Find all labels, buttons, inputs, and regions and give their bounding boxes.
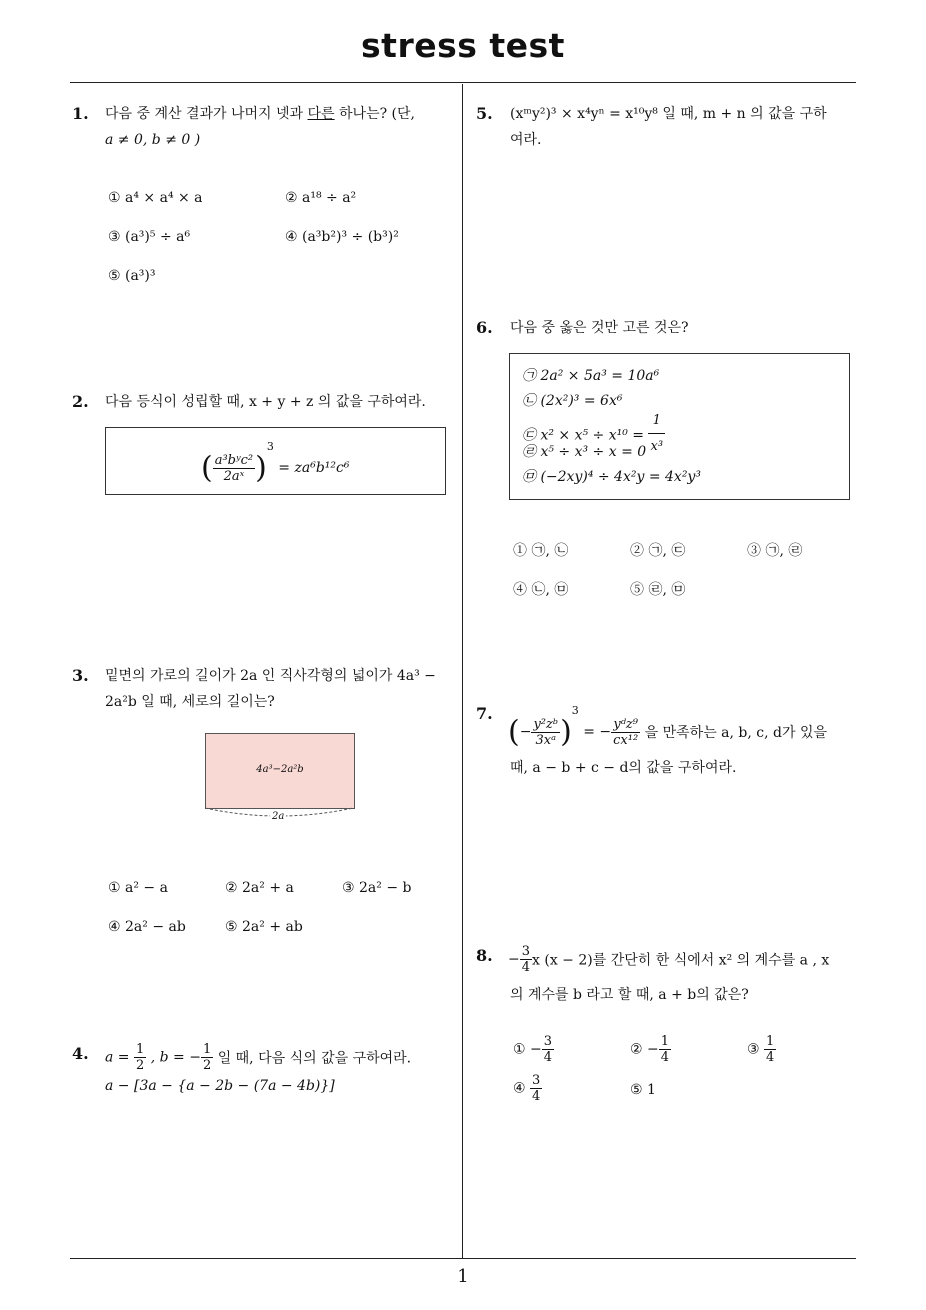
option-2[interactable]: ② 2a² + a	[225, 880, 294, 896]
page-number: 1	[457, 1266, 469, 1287]
question-number: 2.	[72, 392, 89, 411]
option-5[interactable]: ⑤ (a³)³	[108, 268, 156, 284]
question-number: 6.	[476, 318, 493, 337]
question-5-text: (xᵐy²)³ × x⁴yⁿ = x¹⁰y⁸ 일 때, m + n 의 값을 구하 여라.	[510, 106, 827, 148]
equation: ( $\frac{\text{a³bʸc²}}{\text{2aˣ}}$ )$^3$ = za⁶b¹²c⁶	[201, 440, 350, 486]
fraction-half: $\frac{1}{2}$	[202, 1042, 212, 1073]
question-number: 3.	[72, 666, 89, 685]
question-number: 1.	[72, 104, 89, 123]
statements-box	[509, 353, 850, 500]
statement: ㉤ (−2xy)⁴ ÷ 4x²y = 4x²y³	[522, 469, 701, 485]
option-5[interactable]: ⑤ ㉣, ㉤	[630, 582, 686, 598]
question-6-text: 다음 중 옳은 것만 고른 것은?	[510, 320, 689, 336]
question-7-text: 때, a − b + c − d의 값을 구하여라.	[510, 760, 737, 776]
option-4[interactable]: ④ (a³b²)³ ÷ (b³)²	[285, 229, 399, 245]
statement: ㉠ 2a² × 5a³ = 10a⁶	[522, 368, 660, 384]
option-2[interactable]: ② − $\frac{1}{4}$	[630, 1034, 670, 1065]
option-1[interactable]: ① a² − a	[108, 880, 168, 896]
question-3-text: 밑면의 가로의 길이가 2a 인 직사각형의 넓이가 4a³ − 2a²b 일 때, 세로의 길이는?	[105, 668, 436, 710]
question-4-text: a = $\frac{1}{2}$ , b = − $\frac{1}{2}$ 일 때, 다음 식의 값을 구하여라.	[105, 1042, 412, 1073]
option-5[interactable]: ⑤ 2a² + ab	[225, 919, 303, 935]
option-3[interactable]: ③ $\frac{1}{4}$	[747, 1034, 775, 1065]
statement: ㉡ (2x²)³ = 6x⁶	[522, 393, 623, 409]
option-3[interactable]: ③ 2a² − b	[342, 880, 412, 896]
rectangle-area-label: 4a³−2a²b	[256, 764, 304, 775]
top-divider	[70, 82, 856, 83]
question-2-text: 다음 등식이 성립할 때, x + y + z 의 값을 구하여라.	[105, 394, 426, 410]
option-4[interactable]: ④ $\frac{3}{4}$	[513, 1073, 541, 1104]
question-1-text: 다음 중 계산 결과가 나머지 넷과 다른 하나는? (단, a ≠ 0, b ≠ 0 )	[105, 106, 415, 148]
fraction: $\frac{\text{a³bʸc²}}{\text{2aˣ}}$	[214, 452, 254, 484]
option-1[interactable]: ① ㉠, ㉡	[513, 543, 569, 559]
column-divider	[462, 84, 463, 1258]
width-label: 2a	[272, 811, 285, 822]
equation-box	[105, 427, 446, 495]
question-8-text: − $\frac{3}{4}$ x (x − 2)를 간단히 한 식에서 x² 의 계수를 a , x	[508, 944, 830, 975]
option-4[interactable]: ④ ㉡, ㉤	[513, 582, 569, 598]
statement: ㉣ x⁵ ÷ x³ ÷ x = 0	[522, 444, 647, 460]
rectangle-figure	[205, 733, 355, 809]
option-3[interactable]: ③ (a³)⁵ ÷ a⁶	[108, 229, 191, 245]
option-4[interactable]: ④ 2a² − ab	[108, 919, 186, 935]
question-number: 7.	[476, 704, 493, 723]
option-1[interactable]: ① − $\frac{3}{4}$	[513, 1034, 553, 1065]
page-title: stress test	[361, 26, 565, 65]
option-2[interactable]: ② ㉠, ㉢	[630, 543, 686, 559]
question-8-text-line2: 의 계수를 b 라고 할 때, a + b의 값은?	[510, 987, 749, 1003]
question-number: 8.	[476, 946, 493, 965]
question-number: 4.	[72, 1044, 89, 1063]
statement: ㉢ x² × x⁵ ÷ x¹⁰ = $\frac{1}{\text{x³}}$	[522, 412, 665, 459]
fraction-half: $\frac{1}{2}$	[135, 1042, 145, 1073]
option-2[interactable]: ② a¹⁸ ÷ a²	[285, 190, 357, 206]
option-1[interactable]: ① a⁴ × a⁴ × a	[108, 190, 203, 206]
option-3[interactable]: ③ ㉠, ㉣	[747, 543, 803, 559]
bottom-divider	[70, 1258, 856, 1259]
question-number: 5.	[476, 104, 493, 123]
question-7-equation: (− $\frac{\text{y²zᵇ}}{\text{3xᵃ}}$ )$^3$ = − $\frac{\text{yᵈz⁹}}{\text{cx¹²}}$ 을 만족하는 a, b, c, d가 있을	[508, 704, 828, 750]
expression: a − [3a − {a − 2b − (7a − 4b)}]	[105, 1078, 335, 1094]
option-5[interactable]: ⑤ 1	[630, 1082, 656, 1098]
